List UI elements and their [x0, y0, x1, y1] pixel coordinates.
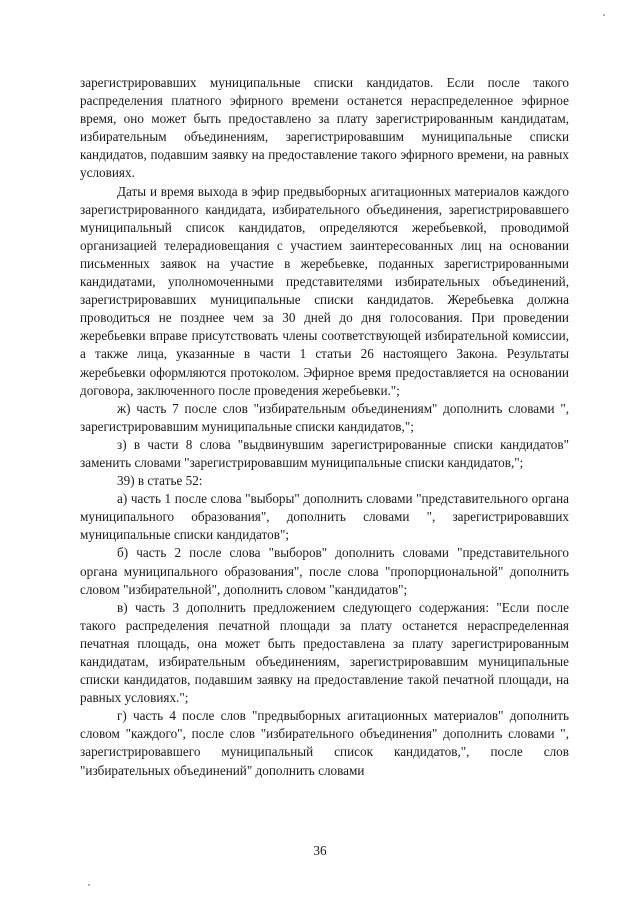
- document-body: [80, 74, 569, 780]
- paragraph-1: зарегистрировавших муниципальные списки кандидатов. Если после такого распределения платного эфирного времени останется нераспределенное эфирное время, оно может быть предоставлено за плату зарегистрированным кандидатам, избирательным объединениям, зарегистрировавшим муниципальные списки кандидатов, подавшим заявку на предоставление такого эфирного времени, на равных условиях.: [80, 75, 569, 181]
- page-number: 36: [313, 843, 327, 858]
- paragraph-7: б) часть 2 после слова "выборов" дополнить словами "представительного органа муниципального образования", после слова "пропорциональной" дополнить словом "избирательной", дополнить словом "кандидатов";: [80, 545, 569, 597]
- scan-speck: [603, 14, 605, 16]
- paragraph-3: ж) часть 7 после слов "избирательным объединениям" дополнить словами ", зарегистрировавшим муниципальные списки кандидатов,";: [80, 400, 569, 434]
- paragraph-5: 39) в статье 52:: [117, 473, 203, 489]
- scan-speck: [88, 884, 90, 886]
- paragraph-2: Даты и время выхода в эфир предвыборных агитационных материалов каждого зарегистрированного кандидата, избирательного объединения, зарегистрировавшего муниципальный список кандидатов, определяются жеребьевкой, проводимой организацией телерадиовещания с участием заинтересованных лиц на основании письменных заявок на участие в жеребьевке, поданных зарегистрированными кандидатами, уполномоченными представителями избирательных объединений, зарегистрировавших муниципальные списки кандидатов. Жеребьевка должна проводиться не позднее чем за 30 дней до дня голосования. При проведении жеребьевки вправе присутствовать члены соответствующей избирательной комиссии, а также лица, указанные в части 1 статьи 26 настоящего Закона. Результаты жеребьевки оформляются протоколом. Эфирное время предоставляется на основании договора, заключенного после проведения жеребьевки.";: [80, 183, 569, 398]
- paragraph-9: г) часть 4 после слов "предвыборных агитационных материалов" дополнить словом "каждого", после слов "избирательного объединения" дополнить словами ", зарегистрировавшего муниципальный список кандидатов,", после слов "избирательных объединений" дополнить словами: [80, 708, 569, 778]
- paragraph-8: в) часть 3 дополнить предложением следующего содержания: "Если после такого распределения печатной площади за плату останется нераспределенная печатная площадь, она может быть предоставлена за плату зарегистрированным кандидатам, избирательным объединениям, зарегистрировавшим муниципальные списки кандидатов, подавшим заявку на предоставление такой печатной площади, на равных условиях.";: [80, 599, 569, 706]
- paragraph-4: з) в части 8 слова "выдвинувшим зарегистрированные списки кандидатов" заменить словами "зарегистрировавшим муниципальные списки кандидатов,";: [80, 436, 569, 470]
- paragraph-6: а) часть 1 после слова "выборы" дополнить словами "представительного органа муниципального образования", дополнить словами ", зарегистрировавших муниципальные списки кандидатов";: [80, 491, 569, 543]
